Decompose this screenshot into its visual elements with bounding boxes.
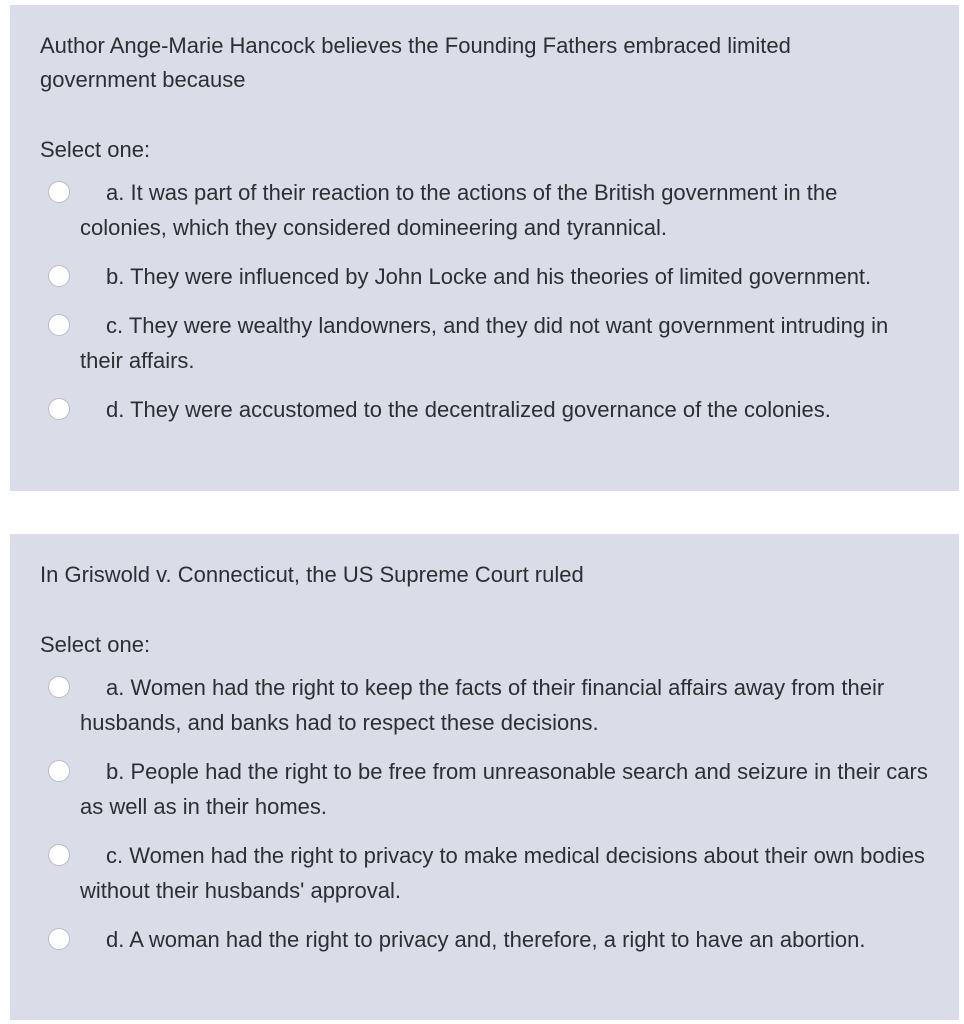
option-text: They were influenced by John Locke and his theories of limited government. — [130, 264, 872, 289]
radio-button[interactable] — [48, 314, 70, 336]
radio-button[interactable] — [48, 844, 70, 866]
option-text: Women had the right to privacy to make medical decisions about their own bodies without their husbands' approval. — [80, 843, 925, 903]
answer-option-c[interactable] — [40, 838, 929, 908]
answer-options — [40, 175, 929, 427]
option-letter: b. — [106, 264, 125, 289]
option-letter: b. — [106, 759, 125, 784]
option-text: It was part of their reaction to the actions of the British government in the colonies, which they considered domineering and tyrannical. — [80, 180, 838, 240]
radio-button[interactable] — [48, 181, 70, 203]
question-card-2 — [10, 534, 959, 1020]
answer-option-b[interactable] — [40, 259, 929, 294]
answer-options — [40, 670, 929, 957]
option-text: A woman had the right to privacy and, therefore, a right to have an abortion. — [129, 927, 866, 952]
question-card-1 — [10, 5, 959, 491]
option-text: Women had the right to keep the facts of their financial affairs away from their husbands, and banks had to respect these decisions. — [80, 675, 885, 735]
answer-option-d[interactable] — [40, 392, 929, 427]
select-one-label: Select one: — [40, 137, 151, 162]
radio-button[interactable] — [48, 928, 70, 950]
option-text: They were wealthy landowners, and they did not want government intruding in their affairs. — [80, 313, 889, 373]
option-text: They were accustomed to the decentralized governance of the colonies. — [130, 397, 831, 422]
radio-button[interactable] — [48, 760, 70, 782]
option-letter: c. — [106, 313, 124, 338]
question-prompt: Author Ange-Marie Hancock believes the Founding Fathers embraced limited government because — [40, 33, 791, 92]
option-letter: a. — [106, 675, 125, 700]
select-one-label: Select one: — [40, 632, 151, 657]
answer-option-c[interactable] — [40, 308, 929, 378]
answer-option-a[interactable] — [40, 175, 929, 245]
answer-option-b[interactable] — [40, 754, 929, 824]
radio-button[interactable] — [48, 676, 70, 698]
option-letter: d. — [106, 927, 125, 952]
answer-option-a[interactable] — [40, 670, 929, 740]
option-letter: d. — [106, 397, 125, 422]
option-letter: a. — [106, 180, 125, 205]
option-text: People had the right to be free from unreasonable search and seizure in their cars as well as in their homes. — [80, 759, 928, 819]
radio-button[interactable] — [48, 398, 70, 420]
radio-button[interactable] — [48, 265, 70, 287]
answer-option-d[interactable] — [40, 922, 929, 957]
option-letter: c. — [106, 843, 124, 868]
question-prompt: In Griswold v. Connecticut, the US Supreme Court ruled — [40, 562, 584, 587]
